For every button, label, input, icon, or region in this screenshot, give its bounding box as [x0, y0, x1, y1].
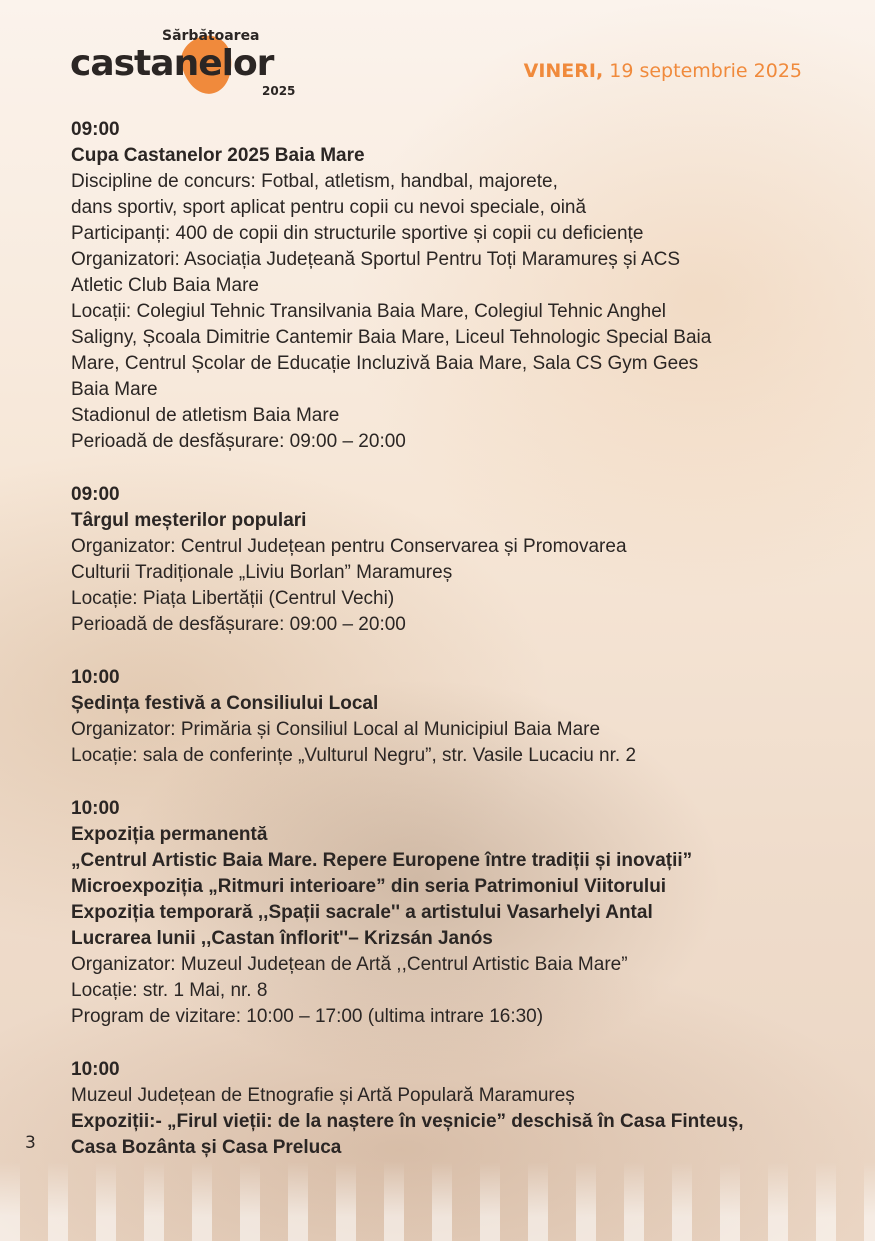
schedule-item: [71, 482, 861, 638]
event-detail: Locație: Piața Libertății (Centrul Vechi): [71, 588, 395, 609]
page-date: [524, 60, 802, 82]
event-detail: Organizator: Primăria și Consiliul Local al Municipiul Baia Mare: [71, 719, 601, 740]
event-title: Casa Bozânta și Casa Preluca: [71, 1137, 342, 1158]
festival-logo: [70, 28, 315, 100]
event-time: 10:00: [71, 667, 120, 688]
event-detail: Organizator: Centrul Județean pentru Conservarea și Promovarea: [71, 536, 627, 557]
event-title: Expoziția temporară ,,Spații sacrale'' a artistului Vasarhelyi Antal: [71, 902, 653, 923]
event-detail: Locație: sala de conferințe „Vulturul Negru”, str. Vasile Lucaciu nr. 2: [71, 745, 637, 766]
schedule: [71, 117, 861, 1188]
event-detail: Perioadă de desfășurare: 09:00 – 20:00: [71, 614, 406, 635]
schedule-item: [71, 117, 861, 455]
day-label: VINERI,: [523, 60, 604, 82]
event-title: Microexpoziția „Ritmuri interioare” din seria Patrimoniul Viitorului: [71, 876, 667, 897]
event-time: 09:00: [71, 484, 120, 505]
logo-year: 2025: [262, 84, 296, 98]
schedule-item: [71, 796, 861, 1030]
event-detail: Saligny, Școala Dimitrie Cantemir Baia Mare, Liceul Tehnologic Special Baia: [71, 327, 712, 348]
schedule-item: [71, 665, 861, 769]
event-title: Expoziția permanentă: [71, 824, 268, 845]
decorative-border: [0, 1161, 875, 1241]
event-detail: Program de vizitare: 10:00 – 17:00 (ultima intrare 16:30): [71, 1006, 544, 1027]
event-detail: Muzeul Județean de Etnografie și Artă Populară Maramureș: [71, 1085, 575, 1106]
event-detail: dans sportiv, sport aplicat pentru copii cu nevoi speciale, oină: [71, 197, 587, 218]
event-detail: Baia Mare: [71, 379, 158, 400]
event-title: Ședința festivă a Consiliului Local: [71, 693, 379, 714]
event-detail: Locații: Colegiul Tehnic Transilvania Baia Mare, Colegiul Tehnic Anghel: [71, 301, 666, 322]
logo-main-text: castanelor: [70, 43, 274, 84]
schedule-item: [71, 1057, 861, 1161]
event-detail: Organizator: Muzeul Județean de Artă ,,Centrul Artistic Baia Mare”: [71, 954, 628, 975]
event-title: Expoziții:- „Firul vieții: de la naștere în veșnicie” deschisă în Casa Finteuș,: [71, 1111, 744, 1132]
logo-top-text: Sărbătoarea: [162, 28, 260, 44]
event-time: 10:00: [71, 798, 120, 819]
event-title: Cupa Castanelor 2025 Baia Mare: [71, 145, 365, 166]
event-detail: Atletic Club Baia Mare: [71, 275, 259, 296]
event-title: „Centrul Artistic Baia Mare. Repere Europene între tradiții și inovații”: [71, 850, 693, 871]
event-detail: Perioadă de desfășurare: 09:00 – 20:00: [71, 431, 406, 452]
page-number: 3: [25, 1133, 36, 1153]
event-title: Lucrarea lunii ,,Castan înflorit''– Krizsán Janós: [71, 928, 493, 949]
event-detail: Locație: str. 1 Mai, nr. 8: [71, 980, 268, 1001]
event-detail: Participanți: 400 de copii din structurile sportive și copii cu deficiențe: [71, 223, 644, 244]
event-detail: Culturii Tradiționale „Liviu Borlan” Maramureș: [71, 562, 453, 583]
event-detail: Organizatori: Asociația Județeană Sportul Pentru Toți Maramureș și ACS: [71, 249, 681, 270]
date-label: 19 septembrie 2025: [609, 60, 802, 82]
event-detail: Discipline de concurs: Fotbal, atletism, handbal, majorete,: [71, 171, 558, 192]
event-time: 09:00: [71, 119, 120, 140]
event-detail: Mare, Centrul Școlar de Educație Incluzivă Baia Mare, Sala CS Gym Gees: [71, 353, 699, 374]
event-title: Târgul meșterilor populari: [71, 510, 307, 531]
event-time: 10:00: [71, 1059, 120, 1080]
event-detail: Stadionul de atletism Baia Mare: [71, 405, 340, 426]
